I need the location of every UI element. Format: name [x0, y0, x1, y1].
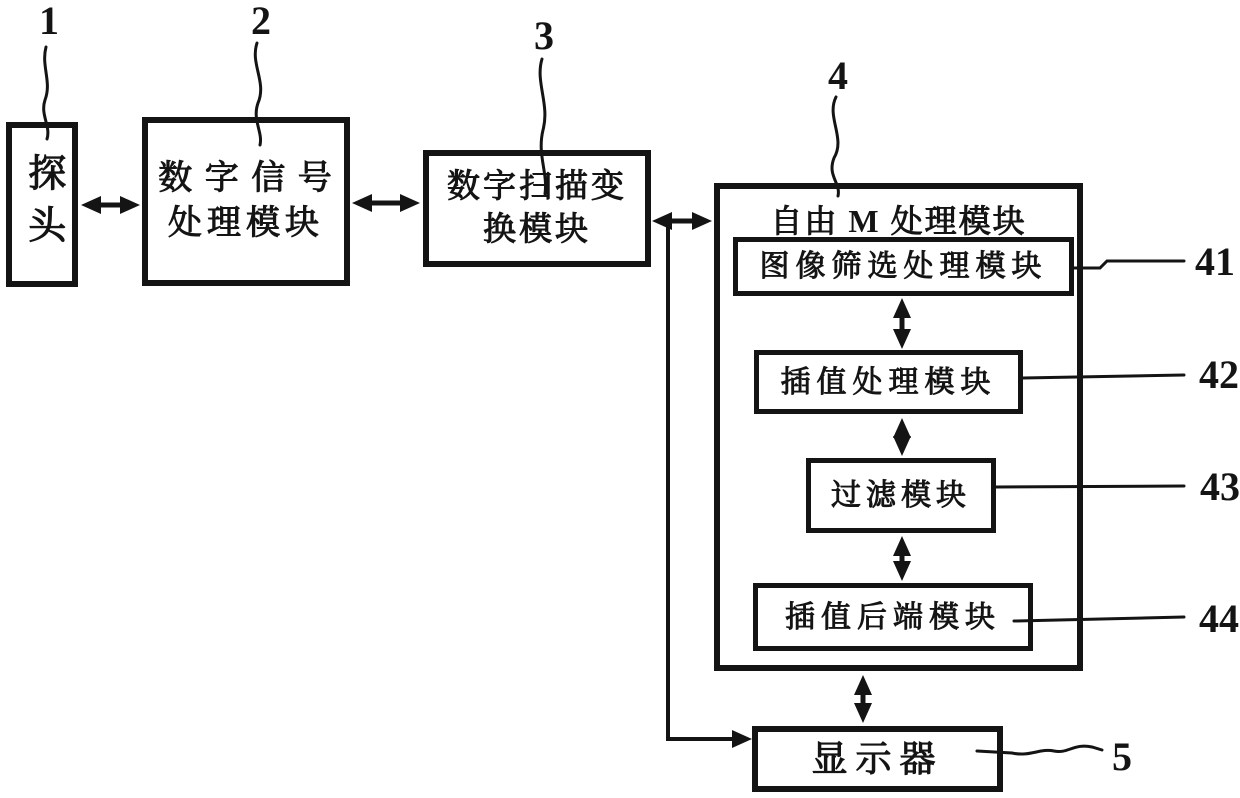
ref-label-dsp: 2 — [251, 0, 271, 43]
ref-label-display: 5 — [1112, 734, 1132, 779]
ref-label-free-m: 4 — [828, 53, 848, 98]
ref-label-filter: 43 — [1200, 464, 1240, 509]
probe-label: 探头 — [21, 152, 64, 257]
interpolation-backend-box — [753, 583, 1033, 651]
probe-box — [6, 122, 78, 287]
free-m-processing-title: 自由 M 处理模块 — [770, 203, 1027, 239]
interpolation-backend-label: 插值后端模块 — [785, 600, 1001, 634]
ref-label-probe: 1 — [39, 0, 59, 43]
ref-label-scan-conversion: 3 — [534, 13, 554, 58]
filter-module-box — [806, 458, 996, 533]
display-label: 显示器 — [811, 738, 944, 779]
arrow-freem-display-icon — [854, 675, 872, 723]
dsp-label-line1: 数 字 信 号 — [158, 160, 334, 198]
arrow-scanconv-freem-icon — [652, 212, 712, 230]
display-box — [752, 726, 1003, 792]
image-screening-box — [733, 237, 1074, 296]
ref-label-interpolation-backend: 44 — [1199, 596, 1239, 641]
interpolation-processing-box — [754, 350, 1023, 414]
scan-conversion-label-line2: 换模块 — [483, 211, 591, 248]
ref-label-image-screening: 41 — [1195, 239, 1235, 284]
leader-line-4 — [832, 97, 838, 196]
scan-conversion-label-line1: 数字扫描变 — [447, 168, 627, 205]
arrow-dsp-scanconv-icon — [352, 194, 420, 212]
filter-module-label: 过滤模块 — [831, 479, 971, 512]
ref-label-interpolation: 42 — [1199, 352, 1239, 397]
image-screening-label: 图像筛选处理模块 — [759, 250, 1048, 283]
interpolation-processing-label: 插值处理模块 — [780, 365, 997, 399]
arrow-probe-dsp-icon — [81, 196, 140, 214]
leader-line-41 — [1074, 261, 1184, 268]
dsp-label-line2: 处理模块 — [168, 204, 324, 242]
digital-signal-processing-box — [142, 117, 350, 286]
digital-scan-conversion-box — [423, 150, 651, 267]
